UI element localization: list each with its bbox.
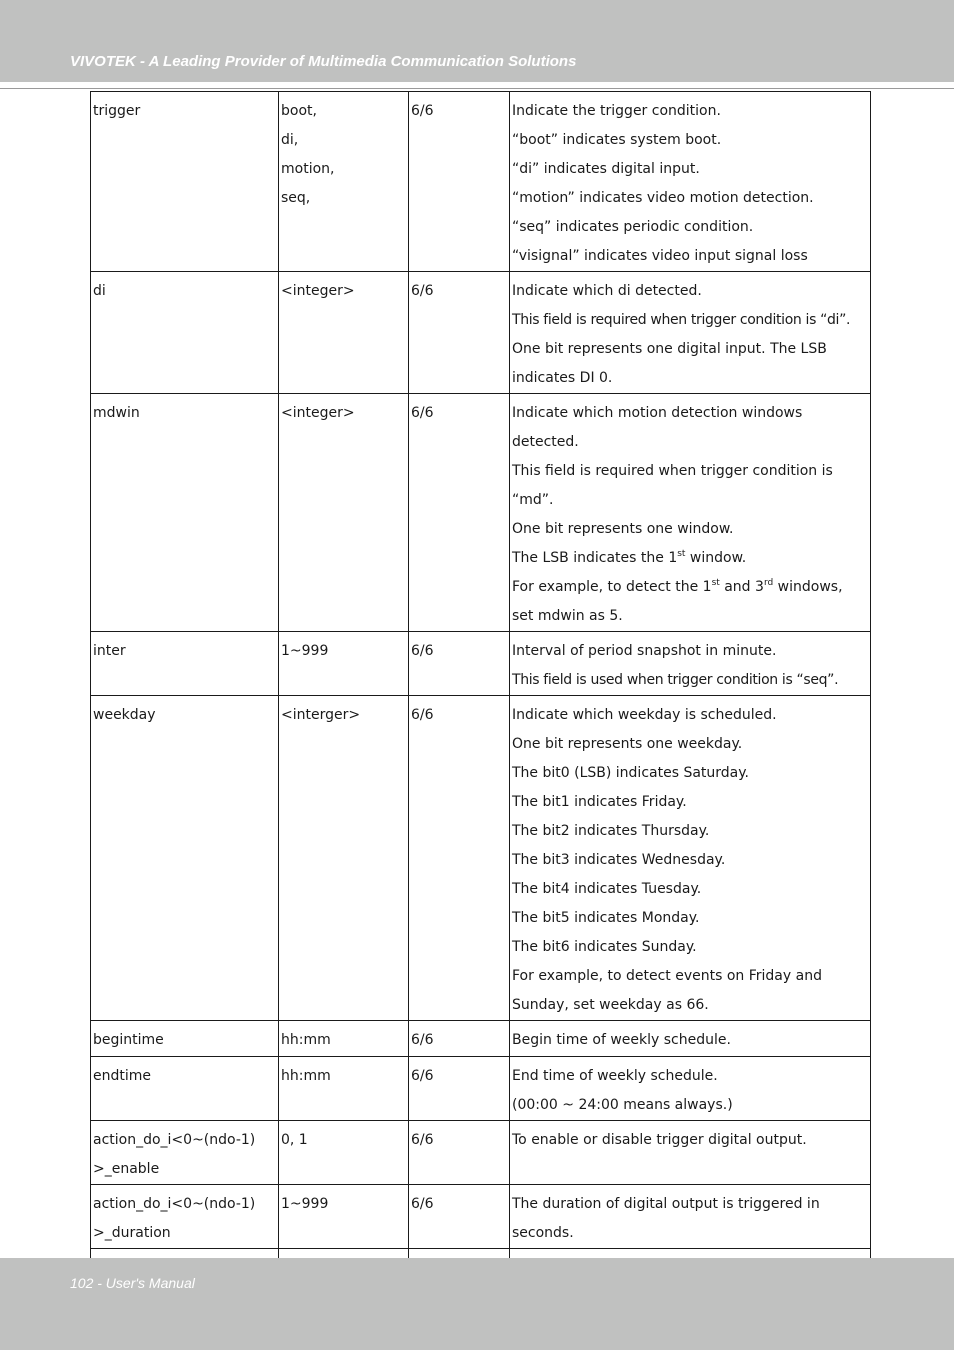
param-value: hh:mm [281, 1068, 331, 1084]
param-name: di [93, 283, 106, 299]
description-line: “md”. [512, 492, 554, 508]
param-security: 6/6 [411, 283, 434, 299]
param-value-cell [279, 394, 409, 632]
description-text: windows, [773, 579, 843, 595]
description-line: One bit represents one digital input. The LSB [512, 341, 827, 357]
description-line: The bit4 indicates Tuesday. [512, 881, 702, 897]
param-security-cell [409, 1057, 510, 1121]
ordinal-suffix: rd [763, 578, 774, 588]
description-line: “motion” indicates video motion detection. [512, 190, 814, 206]
param-description-cell [510, 696, 871, 1021]
param-name: endtime [93, 1068, 152, 1084]
param-value-cell [279, 272, 409, 394]
table-row [91, 394, 871, 632]
param-name-cell [91, 394, 279, 632]
param-value: 1~999 [281, 1196, 329, 1212]
param-security-cell [409, 632, 510, 696]
param-name-cell [91, 1021, 279, 1057]
description-line [512, 573, 868, 602]
description-line: Interval of period snapshot in minute. [512, 643, 777, 659]
description-line: “di” indicates digital input. [512, 161, 700, 177]
param-name: mdwin [93, 405, 140, 421]
param-name: inter [93, 643, 126, 659]
table-row [91, 1121, 871, 1185]
param-value-cell [279, 632, 409, 696]
description-line [512, 544, 868, 573]
param-security: 6/6 [411, 103, 434, 119]
description-line: “seq” indicates periodic condition. [512, 219, 754, 235]
page-number-label: 102 - User's Manual [70, 1275, 195, 1291]
description-line: “visignal” indicates video input signal loss [512, 248, 808, 264]
param-security-cell [409, 272, 510, 394]
description-line: Indicate the trigger condition. [512, 103, 721, 119]
param-name-cell [91, 1057, 279, 1121]
param-name: action_do_i<0~(ndo-1) [93, 1196, 256, 1212]
param-description-cell [510, 1185, 871, 1249]
param-value: <integer> [281, 405, 355, 421]
param-name-cell [91, 1185, 279, 1249]
description-line: Sunday, set weekday as 66. [512, 997, 709, 1013]
description-line: Indicate which weekday is scheduled. [512, 707, 777, 723]
param-name: weekday [93, 707, 156, 723]
description-line: “boot” indicates system boot. [512, 132, 722, 148]
param-security: 6/6 [411, 707, 434, 723]
description-line: seconds. [512, 1225, 574, 1241]
description-text: window. [685, 550, 747, 566]
page-footer [0, 1258, 954, 1350]
param-name: trigger [93, 103, 141, 119]
param-value: hh:mm [281, 1032, 331, 1048]
param-security-cell [409, 696, 510, 1021]
table-row [91, 92, 871, 272]
description-line: The bit2 indicates Thursday. [512, 823, 710, 839]
param-description-cell [510, 1121, 871, 1185]
param-security-cell [409, 394, 510, 632]
header-title: VIVOTEK - A Leading Provider of Multimedia Communication Solutions [70, 53, 577, 70]
description-line: End time of weekly schedule. [512, 1068, 718, 1084]
description-line: This field is required when trigger condition is “di”. [512, 312, 851, 328]
param-name-cell [91, 92, 279, 272]
table-row [91, 1021, 871, 1057]
param-description-cell [510, 394, 871, 632]
description-line: set mdwin as 5. [512, 608, 623, 624]
param-value-cell [279, 696, 409, 1021]
param-security: 6/6 [411, 643, 434, 659]
param-value: motion, [281, 161, 335, 177]
description-line: indicates DI 0. [512, 370, 613, 386]
param-description-cell [510, 92, 871, 272]
parameter-table [90, 91, 871, 1285]
param-value: 0, 1 [281, 1132, 308, 1148]
description-line: The duration of digital output is triggered in [512, 1196, 820, 1212]
param-security: 6/6 [411, 1196, 434, 1212]
param-security-cell [409, 1185, 510, 1249]
param-security: 6/6 [411, 1032, 434, 1048]
param-description-cell [510, 1057, 871, 1121]
table-row [91, 696, 871, 1021]
param-security-cell [409, 1121, 510, 1185]
param-name-cell [91, 632, 279, 696]
param-security: 6/6 [411, 1132, 434, 1148]
param-name: begintime [93, 1032, 164, 1048]
description-text: The LSB indicates the 1 [512, 550, 678, 566]
description-line: Begin time of weekly schedule. [512, 1032, 731, 1048]
description-line: The bit1 indicates Friday. [512, 794, 687, 810]
param-description-cell [510, 272, 871, 394]
table-row [91, 632, 871, 696]
description-line: Indicate which motion detection windows [512, 405, 803, 421]
param-security: 6/6 [411, 1068, 434, 1084]
description-line: detected. [512, 434, 579, 450]
table-row [91, 1185, 871, 1249]
header-divider [0, 88, 954, 89]
description-line: One bit represents one weekday. [512, 736, 743, 752]
description-text: and 3 [719, 579, 764, 595]
param-value: <integer> [281, 283, 355, 299]
ordinal-suffix: st [677, 549, 686, 559]
param-name-cell [91, 696, 279, 1021]
param-security: 6/6 [411, 405, 434, 421]
param-value: 1~999 [281, 643, 329, 659]
param-name-cell [91, 272, 279, 394]
param-security-cell [409, 92, 510, 272]
param-value-cell [279, 1057, 409, 1121]
param-name-cell [91, 1121, 279, 1185]
description-line: This field is required when trigger condition is [512, 463, 833, 479]
description-line: (00:00 ~ 24:00 means always.) [512, 1097, 733, 1113]
param-name: action_do_i<0~(ndo-1) [93, 1132, 256, 1148]
param-security-cell [409, 1021, 510, 1057]
param-name: >_enable [93, 1161, 160, 1177]
description-line: The bit3 indicates Wednesday. [512, 852, 726, 868]
param-description-cell [510, 1021, 871, 1057]
param-name: >_duration [93, 1225, 171, 1241]
ordinal-suffix: st [711, 578, 720, 588]
param-value-cell [279, 1121, 409, 1185]
description-line: For example, to detect events on Friday and [512, 968, 822, 984]
description-line: One bit represents one window. [512, 521, 734, 537]
param-description-cell [510, 632, 871, 696]
param-value: <interger> [281, 707, 361, 723]
param-value-cell [279, 92, 409, 272]
param-value-cell [279, 1021, 409, 1057]
param-value: seq, [281, 190, 311, 206]
description-line: The bit0 (LSB) indicates Saturday. [512, 765, 749, 781]
table-row [91, 1057, 871, 1121]
param-value: boot, [281, 103, 317, 119]
description-line: Indicate which di detected. [512, 283, 702, 299]
description-line: The bit6 indicates Sunday. [512, 939, 697, 955]
description-line: The bit5 indicates Monday. [512, 910, 700, 926]
page-header [0, 0, 954, 82]
param-value-cell [279, 1185, 409, 1249]
param-value: di, [281, 132, 299, 148]
description-line: To enable or disable trigger digital output. [512, 1132, 807, 1148]
description-line: This field is used when trigger condition is “seq”. [512, 672, 839, 688]
table-row [91, 272, 871, 394]
description-text: For example, to detect the 1 [512, 579, 712, 595]
